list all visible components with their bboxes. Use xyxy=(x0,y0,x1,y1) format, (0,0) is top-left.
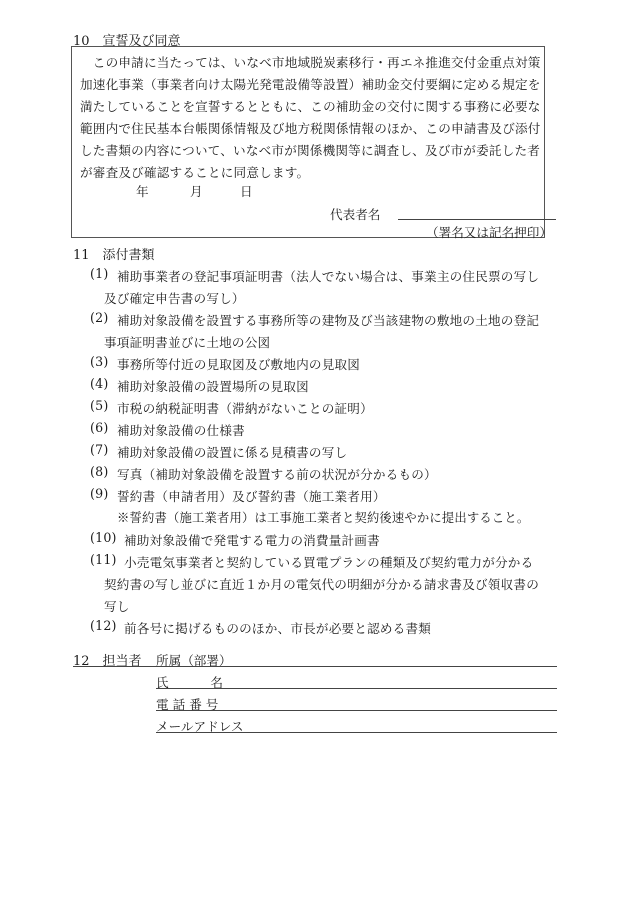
attachment-12-number: (12) xyxy=(90,618,117,633)
oath-line-4: 範囲内で住民基本台帳関係情報及び地方税関係情報のほか、この申請書及び添付 xyxy=(80,121,541,136)
attachment-3-number: (3) xyxy=(90,354,109,369)
name-field-line xyxy=(156,688,557,689)
oath-line-6: が審査及び確認することに同意します。 xyxy=(80,165,310,180)
attachment-2-text-cont: 事項証明書並びに土地の公図 xyxy=(104,335,271,350)
attachment-4-number: (4) xyxy=(90,376,109,391)
affiliation-field-line xyxy=(73,666,557,667)
attachment-2-text: 補助対象設備を設置する事務所等の建物及び当該建物の敷地の土地の登記 xyxy=(117,313,540,328)
oath-line-2: 加速化事業（事業者向け太陽光発電設備等設置）補助金交付要綱に定める規定を xyxy=(80,77,541,92)
oath-box xyxy=(71,46,552,240)
representative-signature-line xyxy=(398,219,556,220)
attachment-11-number: (11) xyxy=(90,552,117,567)
signature-note: （署名又は記名押印） xyxy=(426,225,552,240)
attachment-7-text: 補助対象設備の設置に係る見積書の写し xyxy=(117,445,348,460)
oath-line-1: この申請に当たっては、いなべ市地域脱炭素移行・再エネ推進交付金重点対策 xyxy=(80,55,541,70)
oath-line-3: 満たしていることを宣誓するとともに、この補助金の交付に関する事務に必要な xyxy=(80,99,541,114)
affiliation-label: 所属（部署） xyxy=(156,653,232,668)
attachment-3-text: 事務所等付近の見取図及び敷地内の見取図 xyxy=(117,357,361,372)
attachment-4-text: 補助対象設備の設置場所の見取図 xyxy=(117,379,309,394)
date-year: 年 xyxy=(136,184,149,199)
attachment-8-text: 写真（補助対象設備を設置する前の状況が分かるもの） xyxy=(117,467,437,482)
date-month: 月 xyxy=(190,184,203,199)
attachment-2-number: (2) xyxy=(90,310,109,325)
phone-label: 電 話 番 号 xyxy=(156,697,219,712)
oath-line-5: した書類の内容について、いなべ市が関係機関等に調査し、及び市が委託した者 xyxy=(80,143,541,158)
attachment-6-text: 補助対象設備の仕様書 xyxy=(117,423,245,438)
attachment-8-number: (8) xyxy=(90,464,109,479)
attachment-5-number: (5) xyxy=(90,398,109,413)
phone-field-line xyxy=(156,710,557,711)
section-10-heading: 10 宣誓及び同意 xyxy=(73,34,181,49)
representative-label: 代表者名 xyxy=(330,207,381,222)
attachment-6-number: (6) xyxy=(90,420,109,435)
attachment-11-text: 小売電気事業者と契約している買電プランの種類及び契約電力が分かる xyxy=(124,555,534,570)
attachment-1-text: 補助事業者の登記事項証明書（法人でない場合は、事業主の住民票の写し xyxy=(117,269,540,284)
attachment-9-text: 誓約書（申請者用）及び誓約書（施工業者用） xyxy=(117,489,386,504)
attachment-11-text-cont-2: 写し xyxy=(104,599,130,614)
attachment-9-note: ※誓約書（施工業者用）は工事施工業者と契約後速やかに提出すること。 xyxy=(117,511,530,525)
section-12-heading: 12 担当者 xyxy=(73,654,142,669)
attachment-10-text: 補助対象設備で発電する電力の消費量計画書 xyxy=(124,533,380,548)
attachment-5-text: 市税の納税証明書（滞納がないことの証明） xyxy=(117,401,373,416)
attachment-12-text: 前各号に掲げるもののほか、市長が必要と認める書類 xyxy=(124,621,432,636)
name-label: 氏 名 xyxy=(156,675,224,690)
email-label: メールアドレス xyxy=(156,719,244,734)
attachment-9-number: (9) xyxy=(90,486,109,501)
date-day: 日 xyxy=(240,184,253,199)
attachment-11-text-cont: 契約書の写し並びに直近１か月の電気代の明細が分かる請求書及び領収書の xyxy=(104,577,539,592)
attachment-7-number: (7) xyxy=(90,442,109,457)
attachment-10-number: (10) xyxy=(90,530,117,545)
section-11-heading: 11 添付書類 xyxy=(73,248,155,263)
email-field-line xyxy=(156,732,557,733)
attachment-1-number: (1) xyxy=(90,266,109,281)
attachment-1-text-cont: 及び確定申告書の写し） xyxy=(104,291,245,306)
